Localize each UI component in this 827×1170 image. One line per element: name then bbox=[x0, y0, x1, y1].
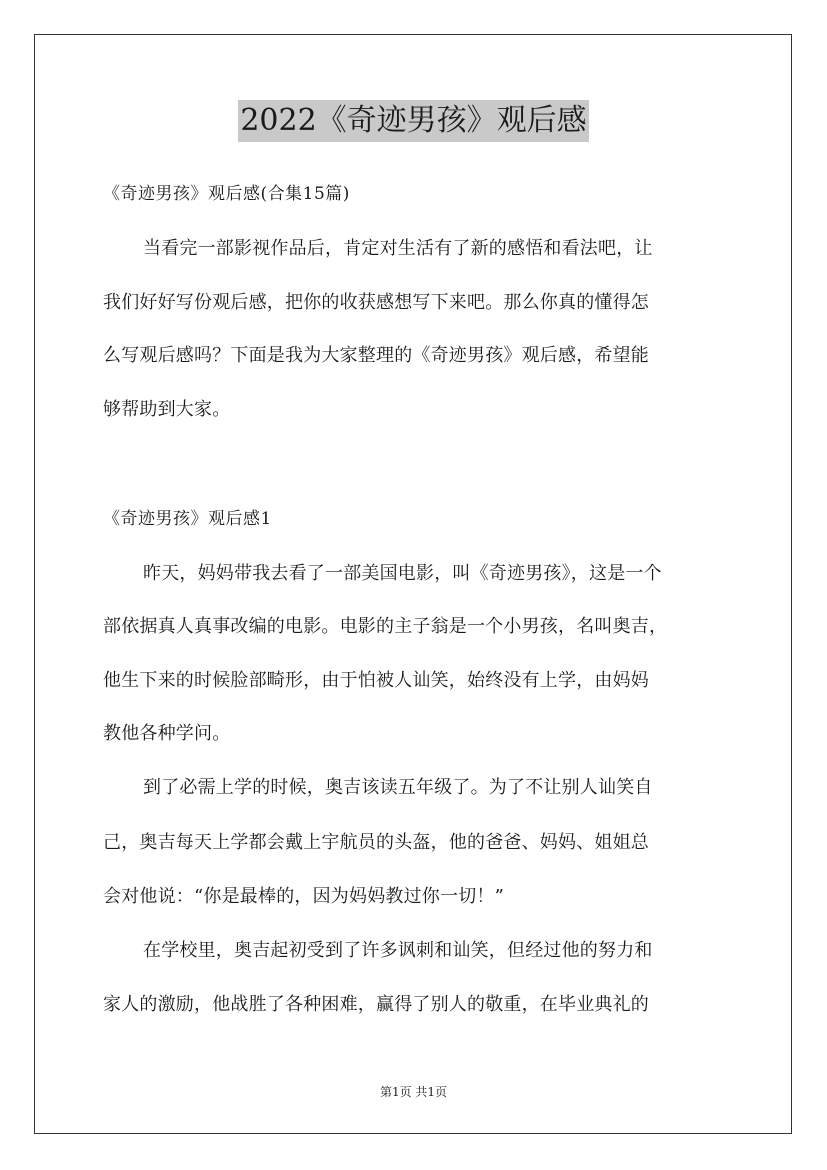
page-footer: 第1页 共1页 bbox=[379, 1085, 448, 1099]
intro-line: 么写观后感吗？下面是我为大家整理的《奇迹男孩》观后感，希望能 bbox=[103, 345, 649, 366]
document-subtitle: 《奇迹男孩》观后感(合集15篇) bbox=[103, 184, 350, 204]
paragraph-line: 到了必需上学的时候，奥吉该读五年级了。为了不让别人讪笑自 bbox=[143, 777, 653, 798]
paragraph-line: 己，奥吉每天上学都会戴上宇航员的头盔，他的爸爸、妈妈、姐姐总 bbox=[103, 832, 649, 853]
document-title: 2022《奇迹男孩》观后感 bbox=[238, 100, 588, 142]
paragraph-line: 家人的激励，他战胜了各种困难，赢得了别人的敬重，在毕业典礼的 bbox=[103, 994, 649, 1015]
intro-line: 够帮助到大家。 bbox=[103, 399, 231, 420]
paragraph-line: 他生下来的时候脸部畸形，由于怕被人讪笑，始终没有上学，由妈妈 bbox=[103, 670, 649, 691]
paragraph-line: 教他各种学问。 bbox=[103, 723, 231, 744]
section-heading: 《奇迹男孩》观后感1 bbox=[103, 509, 272, 529]
paragraph-line: 会对他说：“你是最棒的，因为妈妈教过你一切！” bbox=[103, 886, 505, 907]
intro-line: 我们好好写份观后感，把你的收获感想写下来吧。那么你真的懂得怎 bbox=[103, 292, 649, 313]
paragraph-line: 部依据真人真事改编的电影。电影的主子翁是一个小男孩，名叫奥吉， bbox=[103, 616, 668, 637]
paragraph-line: 昨天，妈妈带我去看了一部美国电影，叫《奇迹男孩》，这是一个 bbox=[143, 563, 662, 584]
paragraph-line: 在学校里，奥吉起初受到了许多讽刺和讪笑，但经过他的努力和 bbox=[143, 940, 653, 961]
title-wrap bbox=[0, 100, 827, 142]
intro-line: 当看完一部影视作品后，肯定对生活有了新的感悟和看法吧，让 bbox=[143, 238, 653, 259]
